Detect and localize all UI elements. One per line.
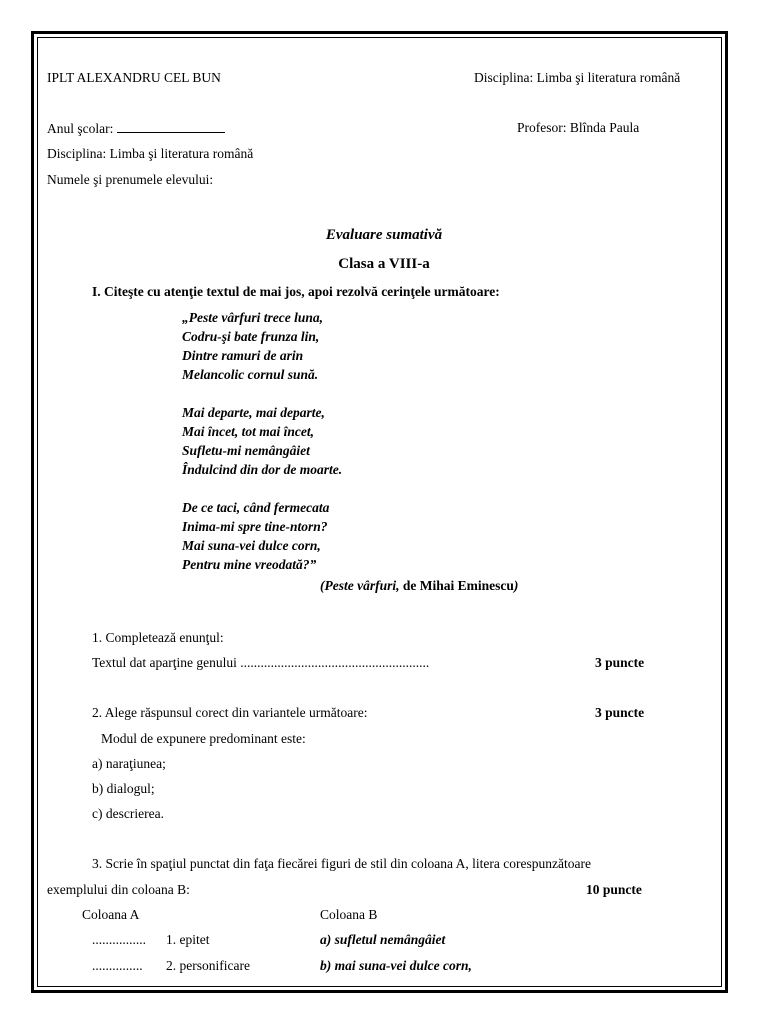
student-name-label: Numele şi prenumele elevului: xyxy=(47,172,214,187)
question-2-points: 3 puncte xyxy=(595,705,645,720)
column-b-header: Coloana B xyxy=(320,907,378,922)
poem-line: Pentru mine vreodată?” xyxy=(182,557,317,572)
column-b-item: a) sufletul nemângâiet xyxy=(320,932,446,947)
discipline-line: Disciplina: Limba şi literatura română xyxy=(47,146,254,161)
poem-line: Mai suna-vei dulce corn, xyxy=(182,538,321,553)
page-title: Evaluare sumativă xyxy=(325,227,443,243)
question-1: 1. Completează enunţul: xyxy=(92,630,224,645)
question-3: 3. Scrie în spaţiul punctat din faţa fiecărei figuri de stil din coloana A, litera corespunzătoare xyxy=(92,856,591,871)
column-a-item: 2. personificare xyxy=(166,958,250,973)
question-1-sentence: Textul dat aparţine genului ........................................................ xyxy=(92,655,430,670)
poem-line: De ce taci, când fermecata xyxy=(182,500,330,515)
column-a-item: 1. epitet xyxy=(166,932,210,947)
poem-line: Inima-mi spre tine-ntorn? xyxy=(182,519,328,534)
option-c: c) descrierea. xyxy=(92,806,164,821)
column-b-item: b) mai suna-vei dulce corn, xyxy=(320,958,472,973)
poem-line: „Peste vârfuri trece luna, xyxy=(182,310,323,325)
poem-source xyxy=(320,578,518,594)
poem-source-close: ) xyxy=(513,578,519,593)
discipline-right: Disciplina: Limba şi literatura română xyxy=(474,70,681,85)
poem-line: Mai departe, mai departe, xyxy=(182,405,325,420)
answer-blank: ............... xyxy=(92,958,143,973)
poem-line: Mai încet, tot mai încet, xyxy=(182,424,314,439)
poem-source-author: de Mihai Eminescu xyxy=(399,578,514,593)
poem-source-title: (Peste vârfuri, xyxy=(320,578,400,593)
school-year-blank xyxy=(117,120,225,133)
poem-line: Melancolic cornul sună. xyxy=(182,367,319,382)
option-b: b) dialogul; xyxy=(92,781,155,796)
question-3-points: 10 puncte xyxy=(586,882,642,897)
school-name: IPLT ALEXANDRU CEL BUN xyxy=(47,70,221,85)
school-year-text: Anul şcolar: xyxy=(47,121,114,136)
class-title: Clasa a VIII-a xyxy=(338,256,430,272)
column-a-header: Coloana A xyxy=(82,907,140,922)
school-year-label xyxy=(47,120,225,137)
poem-line: Sufletu-mi nemângâiet xyxy=(182,443,310,458)
question-2: 2. Alege răspunsul corect din variantele următoare: xyxy=(92,705,368,720)
poem-line: Dintre ramuri de arin xyxy=(182,348,304,363)
question-1-points: 3 puncte xyxy=(595,655,645,670)
poem-line: Codru-şi bate frunza lin, xyxy=(182,329,320,344)
option-a: a) naraţiunea; xyxy=(92,756,166,771)
answer-blank: ................ xyxy=(92,932,146,947)
question-3-continued: exemplului din coloana B: xyxy=(47,882,190,897)
section1-instruction: I. Citeşte cu atenţie textul de mai jos, apoi rezolvă cerinţele următoare: xyxy=(92,284,500,299)
teacher-name: Profesor: Blînda Paula xyxy=(517,120,640,135)
poem-line: Îndulcind din dor de moarte. xyxy=(182,462,343,477)
question-2-prompt: Modul de expunere predominant este: xyxy=(101,731,306,746)
